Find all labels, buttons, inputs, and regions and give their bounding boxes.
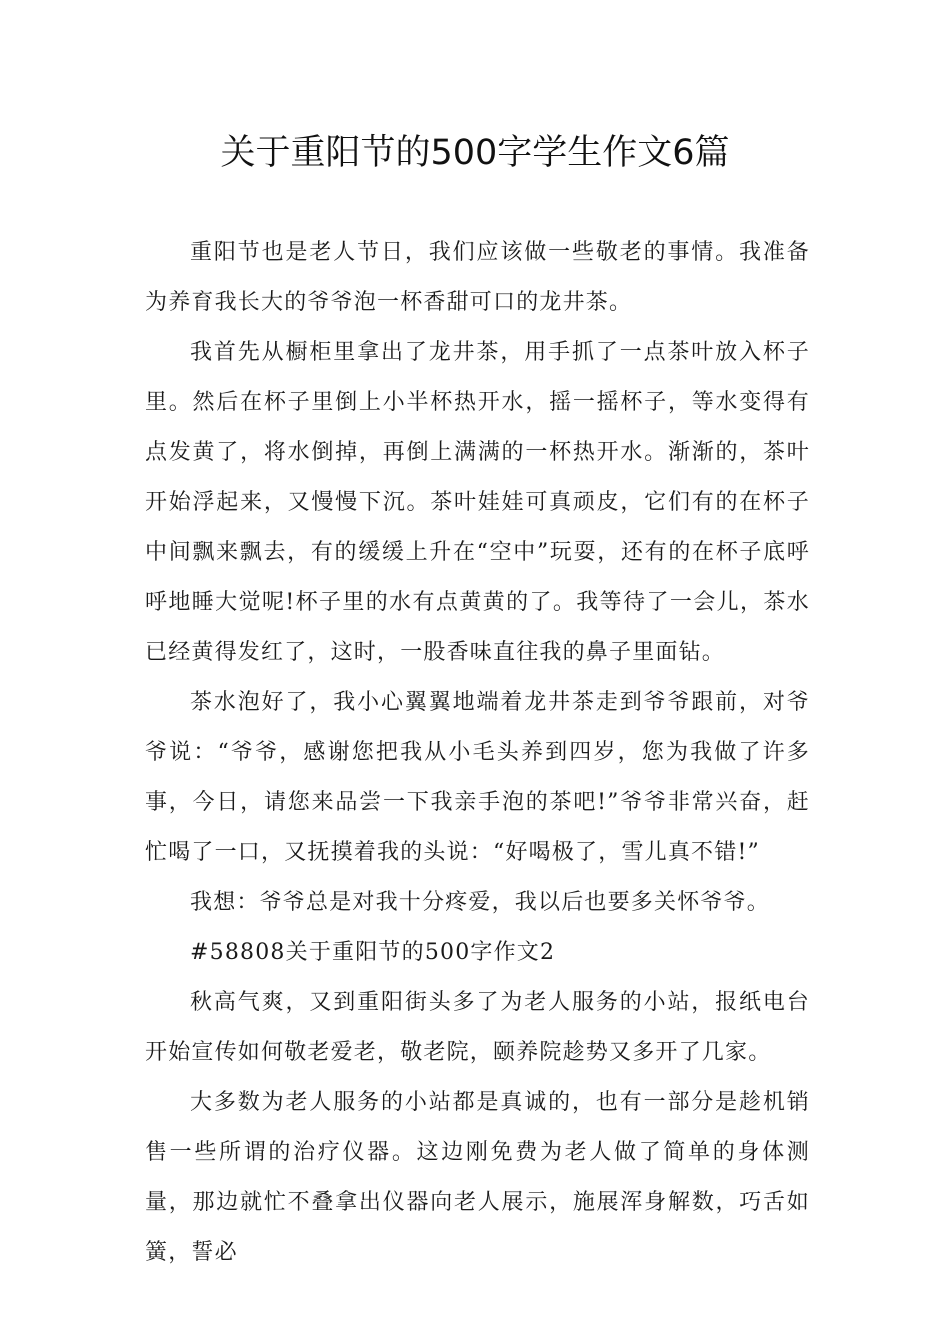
- paragraph: 大多数为老人服务的小站都是真诚的，也有一部分是趁机销售一些所谓的治疗仪器。这边刚免费为老人做了简单的身体测量，那边就忙不叠拿出仪器向老人展示，施展浑身解数，巧舌如簧，誓必: [145, 1090, 810, 1265]
- paragraph: 茶水泡好了，我小心翼翼地端着龙井茶走到爷爷跟前，对爷爷说：“爷爷，感谢您把我从小毛头养到四岁，您为我做了许多事，今日，请您来品尝一下我亲手泡的茶吧!”爷爷非常兴奋，赶忙喝了一口，又抚摸着我的头说：“好喝极了，雪儿真不错!”: [145, 690, 810, 865]
- document-body: [145, 228, 810, 1278]
- paragraph: 秋高气爽，又到重阳街头多了为老人服务的小站，报纸电台开始宣传如何敬老爱老，敬老院，颐养院趁势又多开了几家。: [145, 990, 810, 1065]
- section-heading: #58808关于重阳节的500字作文2: [190, 940, 556, 965]
- document-title: 关于重阳节的500字学生作文6篇: [220, 133, 730, 173]
- paragraph: 重阳节也是老人节日，我们应该做一些敬老的事情。我准备为养育我长大的爷爷泡一杯香甜可口的龙井茶。: [145, 240, 810, 315]
- paragraph: 我首先从橱柜里拿出了龙井茶，用手抓了一点茶叶放入杯子里。然后在杯子里倒上小半杯热开水，摇一摇杯子，等水变得有点发黄了，将水倒掉，再倒上满满的一杯热开水。渐渐的，茶叶开始浮起来，又慢慢下沉。茶叶娃娃可真顽皮，它们有的在杯子中间飘来飘去，有的缓缓上升在“空中”玩耍，还有的在杯子底呼呼地睡大觉呢!杯子里的水有点黄黄的了。我等待了一会儿，茶水已经黄得发红了，这时，一股香味直往我的鼻子里面钻。: [145, 340, 810, 665]
- paragraph: 我想：爷爷总是对我十分疼爱，我以后也要多关怀爷爷。: [190, 890, 771, 915]
